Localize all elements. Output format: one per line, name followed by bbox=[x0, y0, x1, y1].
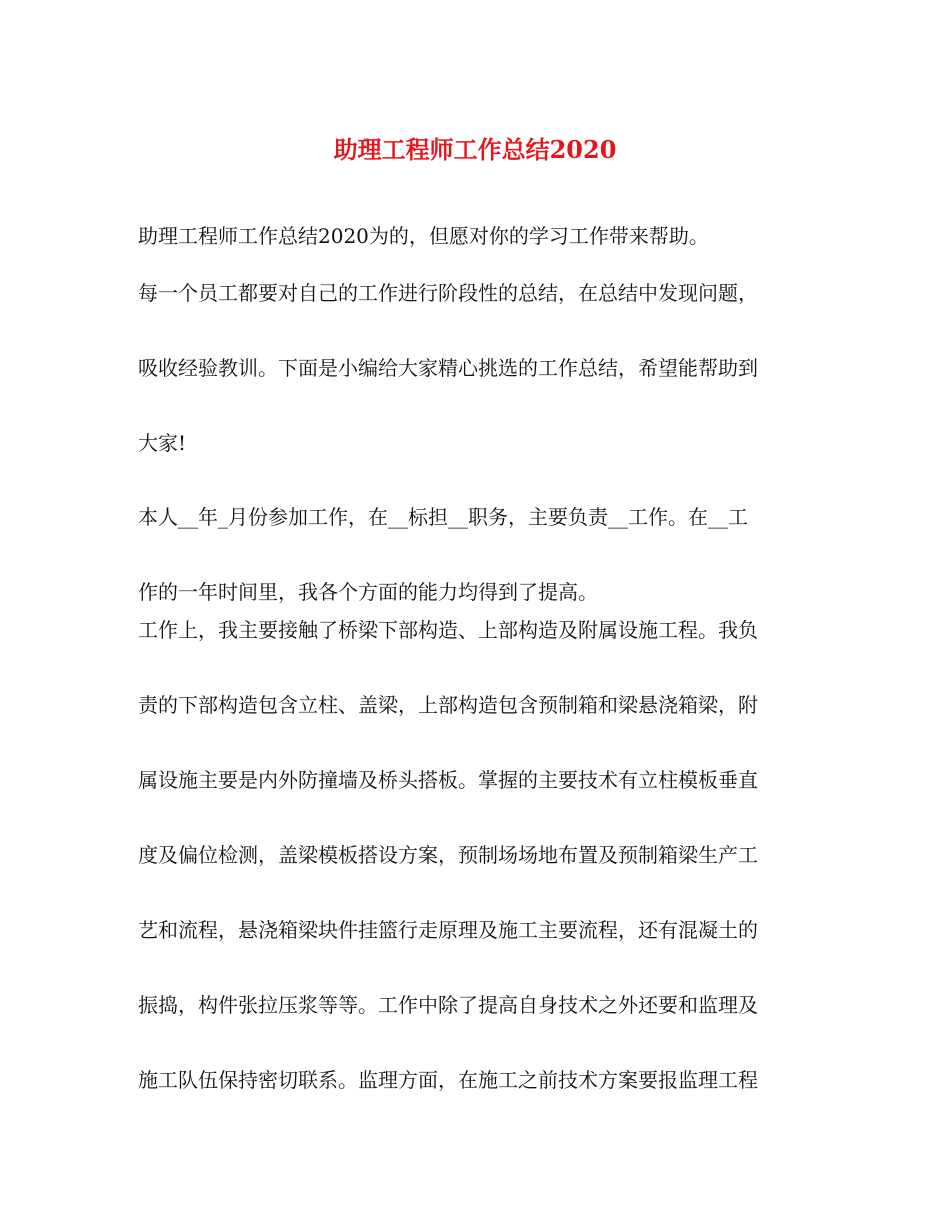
document-title: 助理工程师工作总结2020 bbox=[333, 135, 617, 164]
paragraph-line: 属设施主要是内外防撞墙及桥头搭板。掌握的主要技术有立柱模板垂直 bbox=[138, 768, 758, 792]
paragraph-line: 作的一年时间里，我各个方面的能力均得到了提高。 bbox=[138, 580, 598, 604]
paragraph-line: 吸收经验教训。下面是小编给大家精心挑选的工作总结，希望能帮助到 bbox=[138, 356, 758, 380]
paragraph-line: 大家! bbox=[138, 431, 187, 455]
paragraph-line: 每一个员工都要对自己的工作进行阶段性的总结，在总结中发现问题， bbox=[138, 281, 758, 305]
paragraph-line: 艺和流程，悬浇箱梁块件挂篮行走原理及施工主要流程，还有混凝土的 bbox=[138, 918, 758, 942]
paragraph-line: 振捣，构件张拉压浆等等。工作中除了提高自身技术之外还要和监理及 bbox=[138, 993, 758, 1017]
paragraph-line: 工作上，我主要接触了桥梁下部构造、上部构造及附属设施工程。我负 bbox=[138, 618, 758, 642]
paragraph-line: 度及偏位检测，盖梁模板搭设方案，预制场场地布置及预制箱梁生产工 bbox=[138, 843, 758, 867]
paragraph-line: 责的下部构造包含立柱、盖梁，上部构造包含预制箱和梁悬浇箱梁，附 bbox=[138, 693, 758, 717]
intro-line: 助理工程师工作总结2020为的，但愿对你的学习工作带来帮助。 bbox=[138, 224, 709, 248]
paragraph-line: 施工队伍保持密切联系。监理方面，在施工之前技术方案要报监理工程 bbox=[138, 1068, 758, 1092]
paragraph-3 bbox=[138, 593, 818, 1118]
paragraph-1 bbox=[138, 256, 818, 481]
paragraph-line: 本人__年_月份参加工作，在__标担__职务，主要负责__工作。在__工 bbox=[138, 505, 748, 529]
